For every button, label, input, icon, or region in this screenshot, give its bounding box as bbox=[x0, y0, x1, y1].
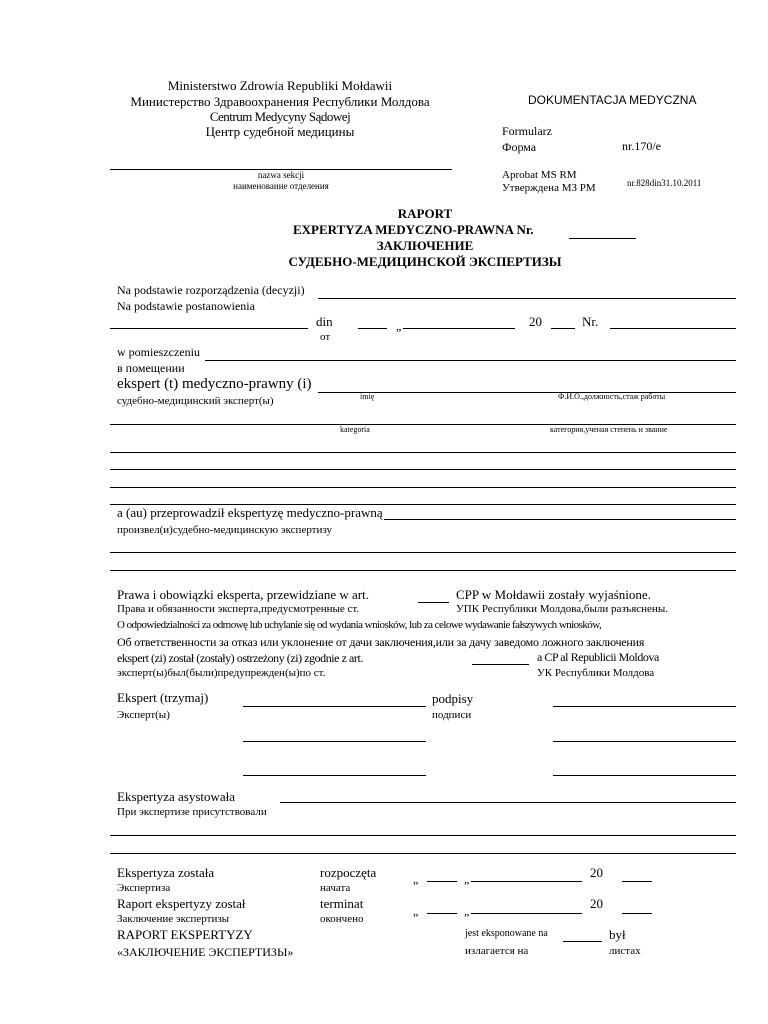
utverzhdena-label: Утверждена МЗ РМ bbox=[502, 182, 596, 194]
podpisy-label: podpisy bbox=[432, 691, 474, 706]
quote-end-2: „ bbox=[464, 904, 470, 918]
kategoria-label: kategoria bbox=[340, 425, 370, 434]
month-field[interactable] bbox=[403, 328, 515, 329]
nr-field[interactable] bbox=[610, 328, 736, 329]
formularz-label: Formularz bbox=[502, 124, 552, 138]
aprobat-label: Aprobat MS RM bbox=[502, 169, 577, 181]
quote-end-1: „ bbox=[413, 904, 419, 918]
rights-pl-2: O odpowiedzialności za odmowę lub uchylanie się od wydania wniosków, lub za celowe wydawanie fałszywych wniosków, bbox=[117, 619, 602, 631]
blank-line-6[interactable] bbox=[110, 570, 736, 571]
end-month-field[interactable] bbox=[471, 913, 582, 914]
quote-mark-1: „ bbox=[396, 319, 402, 333]
terminat-label: terminat bbox=[320, 896, 364, 911]
din-label: din bbox=[316, 314, 333, 329]
rights-pl-3b: a CP al Republicii Moldova bbox=[537, 650, 659, 664]
forma-label: Форма bbox=[502, 140, 537, 154]
quote-start-1: „ bbox=[413, 872, 419, 886]
rights-pl-1b: CPP w Mołdawii zostały wyjaśnione. bbox=[456, 587, 651, 602]
report-ru: Заключение экспертизы bbox=[117, 913, 230, 925]
rights-ru-1: Права и обязанности эксперта,предусмотренные ст. bbox=[117, 603, 360, 615]
expert-name-field-1[interactable] bbox=[243, 706, 426, 707]
assisted-field[interactable] bbox=[280, 802, 736, 803]
izlagaetsya-label: излагается на bbox=[465, 945, 529, 957]
assisted-pl: Ekspertyza asystowała bbox=[117, 789, 236, 804]
rights-pl-3: ekspert (zi) został (zostały) ostrzeżony (zi) zgodnie z art. bbox=[117, 651, 363, 665]
article-field-1[interactable] bbox=[418, 602, 449, 603]
rozpoczeta-label: rozpoczęta bbox=[320, 865, 377, 880]
year-field-1[interactable] bbox=[551, 328, 575, 329]
ministry-ru: Министерство Здравоохранения Республики Молдова bbox=[130, 94, 430, 109]
kategoria-ru-label: категория,ученая степень и звание bbox=[550, 425, 668, 434]
start-month-field[interactable] bbox=[471, 881, 582, 882]
nachata-label: начата bbox=[320, 882, 351, 894]
footer-raport: RAPORT EKSPERTYZY bbox=[117, 927, 253, 942]
footer-zakl: «ЗАКЛЮЧЕНИЕ ЭКСПЕРТИЗЫ» bbox=[117, 945, 294, 959]
expert-sign-pl: Ekspert (trzymaj) bbox=[117, 690, 209, 705]
blank-line-8[interactable] bbox=[110, 853, 736, 854]
okoncheno-label: окончено bbox=[320, 913, 364, 925]
center-pl: Centrum Medycyny Sądowej bbox=[209, 109, 351, 124]
report-pl: Raport ekspertyzy został bbox=[117, 896, 246, 911]
section-label-ru: наименование отделения bbox=[233, 181, 329, 191]
ot-label: от bbox=[320, 331, 331, 343]
rights-ru-3: эксперт(ы)был(были)предупрежден(ы)по ст. bbox=[117, 667, 326, 679]
basis-field-1[interactable] bbox=[318, 298, 736, 299]
blank-line-3[interactable] bbox=[110, 487, 736, 488]
imie-label: imię bbox=[360, 392, 375, 401]
fio-label: Ф.И.О.,должность,стаж работы bbox=[558, 392, 666, 401]
title-sud: СУДЕБНО-МЕДИЦИНСКОЙ ЭКСПЕРТИЗЫ bbox=[288, 254, 562, 269]
title-expertyza: EXPERTYZA MEDYCZNO-PRAWNA Nr. bbox=[293, 222, 534, 237]
expert-pl: ekspert (t) medyczno-prawny (i) bbox=[117, 376, 312, 392]
quote-start-2: „ bbox=[464, 872, 470, 886]
start-day-field[interactable] bbox=[427, 881, 457, 882]
title-zakl: ЗАКЛЮЧЕНИЕ bbox=[376, 238, 474, 253]
expert-name-field-2[interactable] bbox=[243, 741, 426, 742]
rights-ru-2: Об ответственности за отказ или уклонение от дачи заключения,или за дачу заведомо ложного заключения bbox=[117, 635, 645, 649]
expert-ru: судебно-медицинский эксперт(ы) bbox=[117, 395, 274, 407]
eksponowane-label: jest eksponowane na bbox=[465, 928, 548, 939]
basis-field-2[interactable] bbox=[110, 328, 308, 329]
expert-sign-ru: Эксперт(ы) bbox=[117, 709, 170, 721]
center-ru: Центр судебной медицины bbox=[205, 124, 355, 139]
signature-field-2[interactable] bbox=[553, 741, 736, 742]
started-ru: Экспертиза bbox=[117, 882, 171, 894]
basis-rozporzadzenie: Na podstawie rozporządzenia (decyzji) bbox=[117, 283, 305, 297]
started-pl: Ekspertyza została bbox=[117, 865, 215, 880]
end-day-field[interactable] bbox=[427, 913, 457, 914]
conducted-pl: a (au) przeprowadził ekspertyzę medyczno-prawną bbox=[117, 505, 383, 520]
premises-field[interactable] bbox=[205, 360, 736, 361]
start-year-prefix: 20 bbox=[590, 865, 603, 880]
conducted-field[interactable] bbox=[384, 519, 736, 520]
pages-field[interactable] bbox=[563, 941, 602, 942]
start-year-field[interactable] bbox=[622, 881, 652, 882]
section-label-pl: nazwa sekcji bbox=[257, 170, 305, 180]
order-number: nr.828din31.10.2011 bbox=[627, 178, 702, 188]
rights-pl-1: Prawa i obowiązki eksperta, przewidziane w art. bbox=[117, 587, 369, 602]
article-field-2[interactable] bbox=[472, 664, 529, 665]
podpisi-label: подписи bbox=[432, 709, 472, 721]
assisted-ru: При экспертизе присутствовали bbox=[117, 806, 267, 818]
blank-line-1[interactable] bbox=[110, 452, 736, 453]
basis-postanowienia: Na podstawie postanowienia bbox=[117, 299, 255, 313]
rights-ru-3b: УК Республики Молдова bbox=[537, 667, 655, 679]
year-prefix-1: 20 bbox=[529, 314, 542, 329]
rights-ru-1b: УПК Республики Молдова,были разъяснены. bbox=[456, 603, 668, 615]
byl-label: był bbox=[609, 927, 626, 942]
end-year-prefix: 20 bbox=[590, 896, 603, 911]
ministry-pl: Ministerstwo Zdrowia Republiki Mołdawii bbox=[167, 78, 393, 93]
premises-ru: в помещении bbox=[117, 361, 185, 375]
signature-field-1[interactable] bbox=[553, 706, 736, 707]
expert-name-field-3[interactable] bbox=[243, 775, 426, 776]
doc-type: DOKUMENTACJA MEDYCZNA bbox=[528, 93, 697, 107]
day-field[interactable] bbox=[358, 328, 387, 329]
blank-line-5[interactable] bbox=[110, 552, 736, 553]
nr-label: Nr. bbox=[582, 314, 599, 329]
title-raport: RAPORT bbox=[397, 206, 453, 221]
end-year-field[interactable] bbox=[622, 913, 652, 914]
premises-pl: w pomieszczeniu bbox=[117, 345, 200, 359]
blank-line-2[interactable] bbox=[110, 469, 736, 470]
signature-field-3[interactable] bbox=[553, 775, 736, 776]
blank-line-7[interactable] bbox=[110, 835, 736, 836]
form-number: nr.170/e bbox=[622, 139, 661, 153]
expert-field[interactable] bbox=[318, 392, 736, 393]
conducted-ru: произвел(и)судебно-медицинскую экспертизу bbox=[117, 524, 332, 536]
listah-label: листах bbox=[609, 945, 641, 957]
